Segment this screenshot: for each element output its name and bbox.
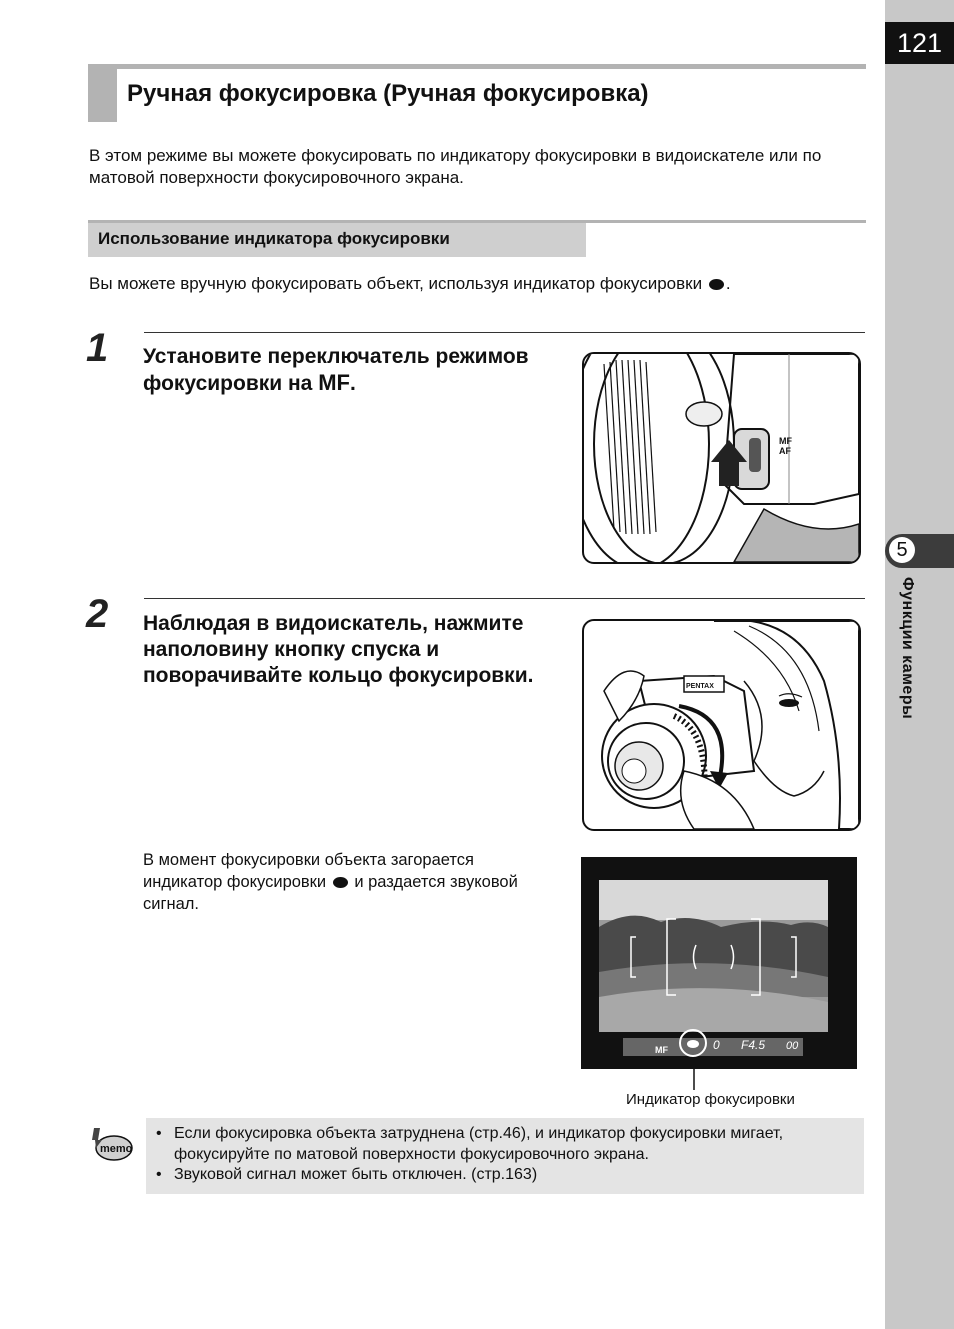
subsection-title: Использование индикатора фокусировки xyxy=(98,229,450,248)
lead-text: Вы можете вручную фокусировать объект, используя индикатор фокусировки xyxy=(89,274,703,293)
memo-item: • Если фокусировка объекта затруднена (стр.46), и индикатор фокусировки мигает, фокусируйте по матовой поверхности фокусировочного экрана. xyxy=(156,1124,846,1165)
step-1-number: 1 xyxy=(86,326,109,370)
person-camera-illustration xyxy=(584,621,859,829)
chapter-title: Функции камеры xyxy=(899,577,916,720)
focus-note-b: и раздается звуковой сигнал. xyxy=(143,873,518,913)
lead-end: . xyxy=(725,274,731,293)
label-af: AF xyxy=(779,446,791,456)
memo-icon-label: memo xyxy=(100,1143,133,1155)
vf-extra: 00 xyxy=(786,1040,799,1052)
viewfinder-illustration xyxy=(581,857,857,1069)
label-mf: MF xyxy=(779,436,792,446)
chapter-number: 5 xyxy=(889,537,915,563)
title-block xyxy=(88,64,117,122)
step-1-text xyxy=(143,344,543,397)
viewfinder-caption: Индикатор фокусировки xyxy=(626,1091,795,1108)
side-tab xyxy=(885,0,954,1329)
subsection-lead xyxy=(89,274,731,294)
step-1-mode: MF xyxy=(318,370,350,395)
page-title: Ручная фокусировка (Ручная фокусировка) xyxy=(127,80,649,107)
camera-brand: PENTAX xyxy=(686,683,714,690)
step-2-text: Наблюдая в видоискатель, нажмите наполовину кнопку спуска и поворачивайте кольцо фокусировки. xyxy=(143,612,534,687)
memo-box xyxy=(146,1118,864,1194)
focus-indicator-icon xyxy=(709,279,724,290)
focus-note-a: В момент фокусировки объекта загорается индикатор фокусировки xyxy=(143,851,474,891)
memo-list xyxy=(156,1124,846,1186)
intro-paragraph: В этом режиме вы можете фокусировать по индикатору фокусировки в видоискателе или по матовой поверхности фокусировочного экрана. xyxy=(89,146,822,187)
page-number: 121 xyxy=(885,22,954,64)
step-1-end: . xyxy=(349,372,356,395)
memo-icon xyxy=(90,1126,134,1164)
viewfinder-figure xyxy=(581,857,857,1069)
figure-focus-ring xyxy=(582,619,861,831)
vf-shutter: 0 xyxy=(713,1038,720,1052)
figure-focus-switch xyxy=(582,352,861,564)
memo-item: • Звуковой сигнал может быть отключен. (стр.163) xyxy=(156,1165,846,1186)
focus-indicator-icon xyxy=(333,877,348,888)
caption-leader xyxy=(690,1068,700,1090)
focus-note xyxy=(143,849,543,915)
step-2-rule xyxy=(144,598,865,599)
step-1-rule xyxy=(144,332,865,333)
title-rule xyxy=(88,64,866,69)
vf-aperture: F4.5 xyxy=(741,1038,766,1052)
vf-mode: MF xyxy=(655,1045,668,1055)
step-2-number: 2 xyxy=(86,592,109,636)
step-1-instruction: Установите переключатель режимов фокусировки на xyxy=(143,345,529,395)
focus-switch-illustration xyxy=(584,354,859,562)
